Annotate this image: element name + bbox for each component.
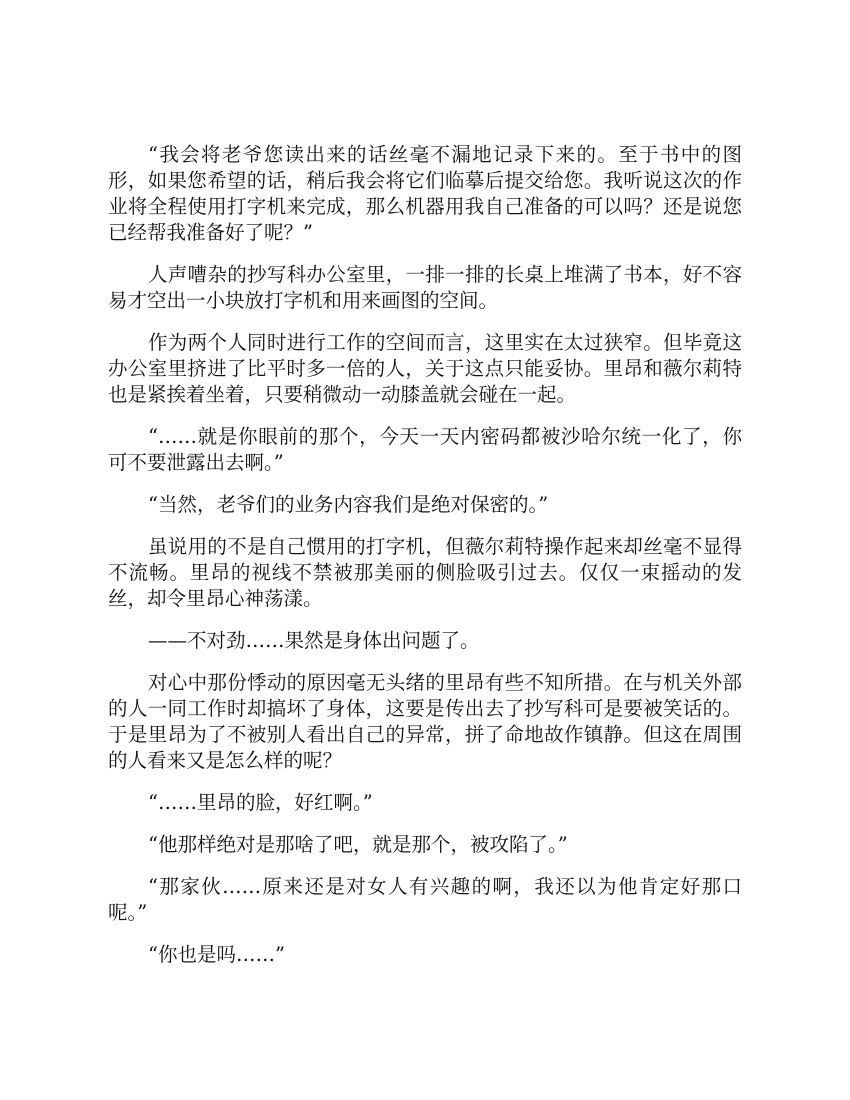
paragraph: “……就是你眼前的那个，今天一天内密码都被沙哈尔统一化了，你可不要泄露出去啊。” bbox=[108, 425, 742, 474]
paragraph: 人声嘈杂的抄写科办公室里，一排一排的长桌上堆满了书本，好不容易才空出一小块放打字机和用来画图的空间。 bbox=[108, 263, 742, 312]
paragraph: 作为两个人同时进行工作的空间而言，这里实在太过狭窄。但毕竟这办公室里挤进了比平时多一倍的人，关于这点只能妥协。里昂和薇尔莉特也是紧挨着坐着，只要稍微动一动膝盖就会碰在一起。 bbox=[108, 331, 742, 406]
paragraph: 虽说用的不是自己惯用的打字机，但薇尔莉特操作起来却丝毫不显得不流畅。里昂的视线不禁被那美丽的侧脸吸引过去。仅仅一束摇动的发丝，却令里昂心神荡漾。 bbox=[108, 535, 742, 610]
paragraph: ——不对劲……果然是身体出问题了。 bbox=[148, 629, 480, 652]
paragraph: “当然，老爷们的业务内容我们是绝对保密的。” bbox=[148, 493, 549, 516]
paragraph: “……里昂的脸，好红啊。” bbox=[148, 791, 373, 814]
paragraph: “我会将老爷您读出来的话丝毫不漏地记录下来的。至于书中的图形，如果您希望的话，稍后我会将它们临摹后提交给您。我听说这次的作业将全程使用打字机来完成，那么机器用我自己准备的可以吗？还是说您已经帮我准备好了呢？” bbox=[108, 143, 742, 244]
paragraph: “那家伙……原来还是对女人有兴趣的啊，我还以为他肯定好那口呢。” bbox=[108, 875, 742, 924]
paragraph: “他那样绝对是那啥了吧，就是那个，被攻陷了。” bbox=[148, 833, 568, 856]
document-page bbox=[108, 142, 742, 984]
paragraph: “你也是吗……” bbox=[148, 943, 285, 966]
paragraph: 对心中那份悸动的原因毫无头绪的里昂有些不知所措。在与机关外部的人一同工作时却搞坏了身体，这要是传出去了抄写科可是要被笑话的。于是里昂为了不被别人看出自己的异常，拼了命地故作镇静。但这在周围的人看来又是怎么样的呢？ bbox=[108, 671, 742, 772]
